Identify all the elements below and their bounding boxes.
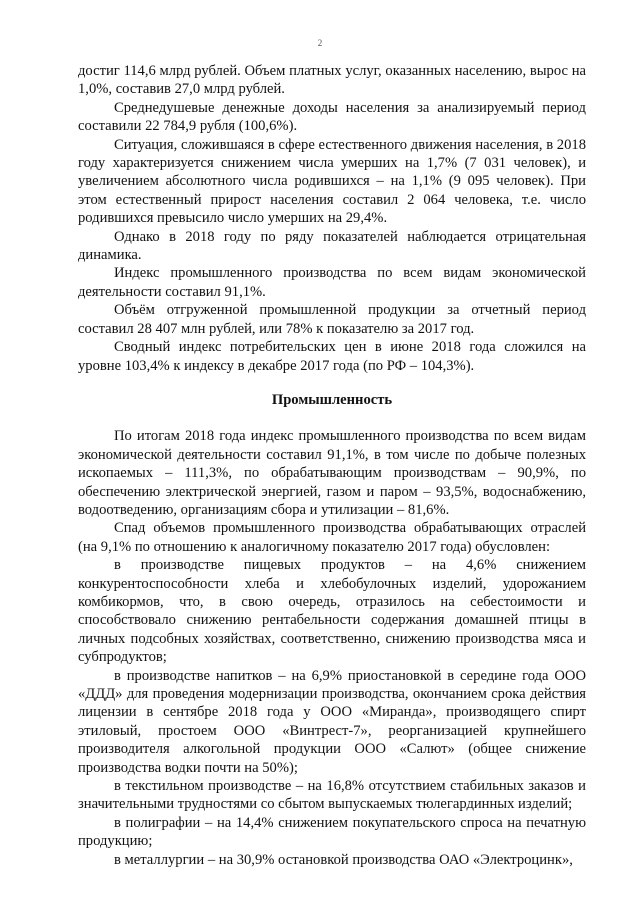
paragraph: в производстве пищевых продуктов – на 4,6% снижением конкурентоспособности хлеба и хлебобулочных изделий, удорожанием комбикормов, что, в свою очередь, отразилось на себестоимости и способствовало снижению рентабельности содержания домашней птицы в личных подсобных хозяйствах, соответственно, снижению производства мяса и субпродуктов;	[78, 557, 586, 666]
document-body	[78, 62, 586, 869]
paragraph: Однако в 2018 году по ряду показателей наблюдается отрицательная динамика.	[78, 228, 586, 264]
paragraph: в производстве напитков – на 6,9% приостановкой в середине года ООО «ДДД» для проведения модернизации производства, окончанием срока действия лицензии в сентябре 2018 года у ООО «Миранда», производящего спирт этиловый, простоем ООО «Винтрест-7», реорганизацией крупнейшего производителя алкогольной продукции ООО «Салют» (общее снижение производства водки почти на 50%);	[78, 667, 586, 776]
paragraph: Спад объемов промышленного производства обрабатывающих отраслей (на 9,1% по отношению к аналогичному показателю 2017 года) обусловлен:	[78, 520, 586, 555]
paragraph: в текстильном производстве – на 16,8% отсутствием стабильных заказов и значительными трудностями со сбытом выпускаемых тюлегардинных изделий;	[78, 778, 586, 813]
page-number: 2	[317, 38, 323, 48]
paragraph: в металлургии – на 30,9% остановкой производства ОАО «Электроцинк»,	[114, 851, 573, 868]
paragraph: в полиграфии – на 14,4% снижением покупательского спроса на печатную продукцию;	[78, 814, 586, 850]
paragraph: достиг 114,6 млрд рублей. Объем платных услуг, оказанных населению, вырос на 1,0%, составив 27,0 млрд рублей.	[78, 63, 586, 98]
paragraph: По итогам 2018 года индекс промышленного производства по всем видам экономической деятельности составил 91,1%, в том числе по добыче полезных ископаемых – 111,3%, по обрабатывающим производствам – 90,9%, по обеспечению электрической энергией, газом и паром – 93,5%, водоснабжению, водоотведению, организациям сбора и утилизации – 81,6%.	[78, 428, 586, 518]
section-heading: Промышленность	[271, 391, 393, 408]
paragraph: Среднедушевые денежные доходы населения за анализируемый период составили 22 784,9 рубля (100,6%).	[78, 99, 586, 135]
paragraph: Индекс промышленного производства по всем видам экономической деятельности составил 91,1%.	[78, 265, 586, 300]
paragraph: Ситуация, сложившаяся в сфере естественного движения населения, в 2018 году характеризуется снижением числа умерших на 1,7% (7 031 человек), и увеличением абсолютного числа родившихся – на 1,1% (9 095 человек). При этом естественный прирост населения составил 2 064 человека, т.е. число родившихся превысило число умерших на 29,4%.	[78, 136, 586, 227]
paragraph: Объём отгруженной промышленной продукции за отчетный период составил 28 407 млн рублей, или 78% к показателю за 2017 год.	[78, 302, 586, 337]
paragraph: Сводный индекс потребительских цен в июне 2018 года сложился на уровне 103,4% к индексу в декабре 2017 года (по РФ – 104,3%).	[78, 339, 586, 374]
